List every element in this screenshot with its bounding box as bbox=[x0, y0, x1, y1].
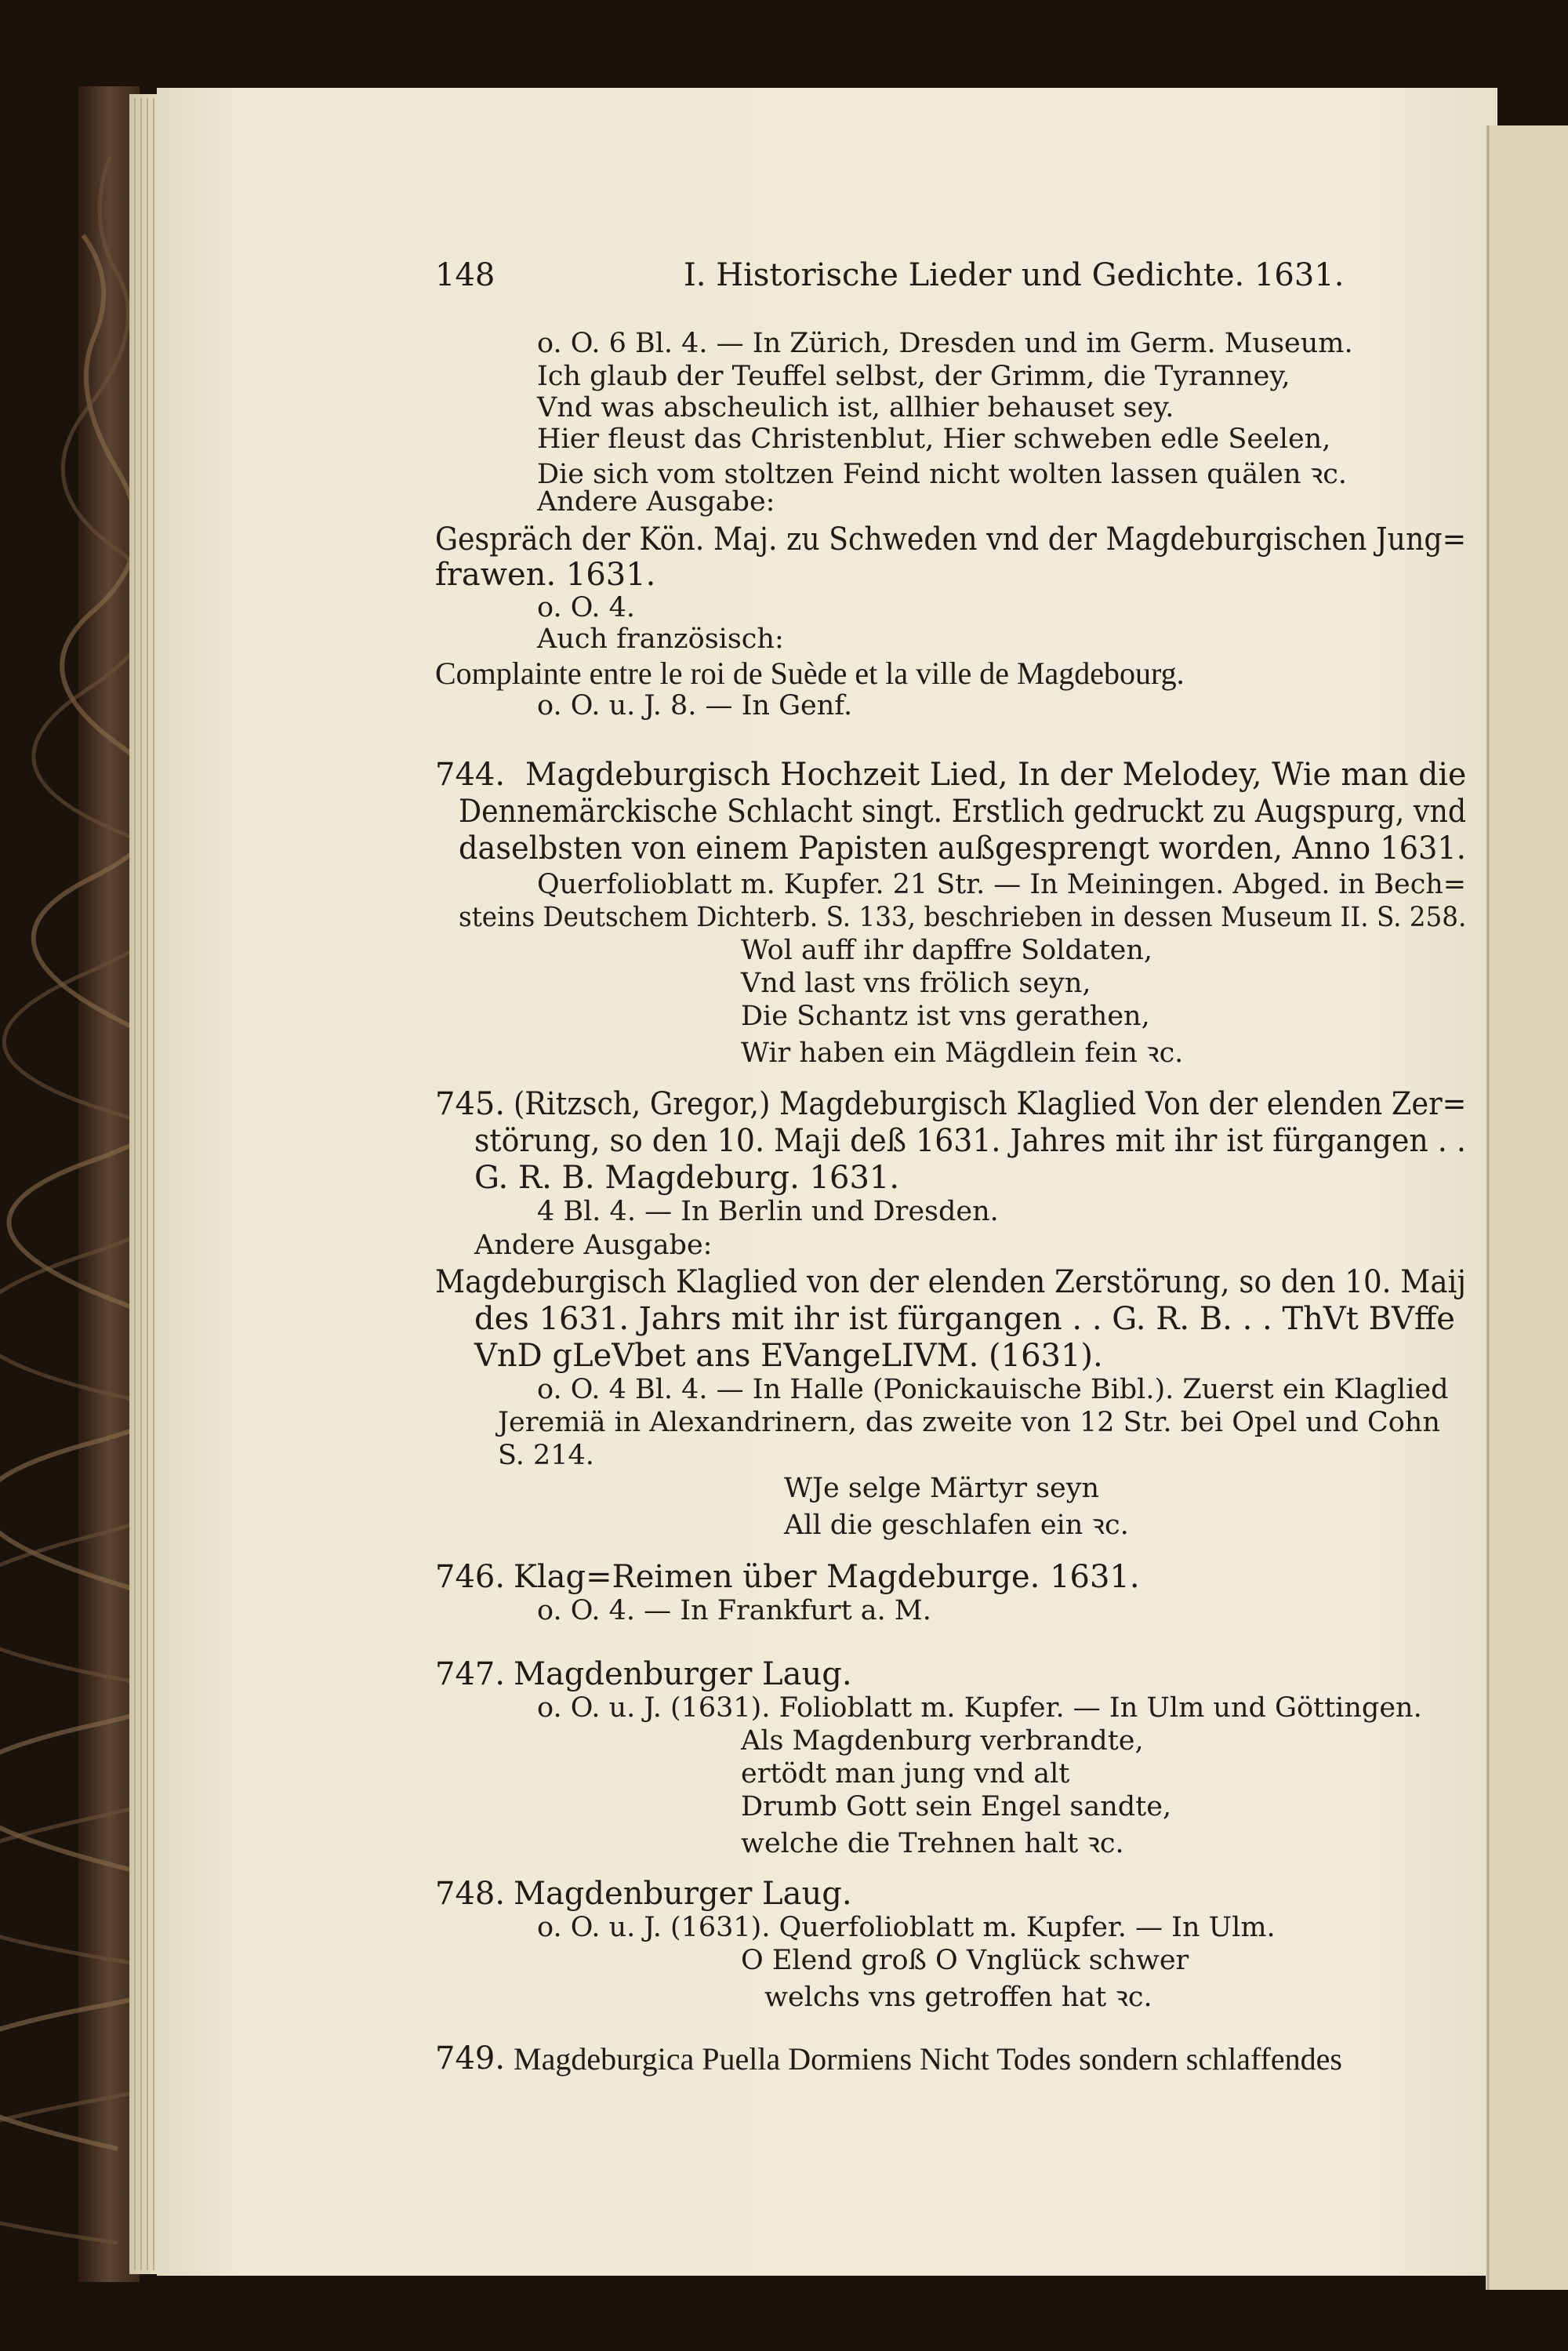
verse-line: ertödt man jung vnd alt bbox=[741, 1758, 1070, 1790]
alt-edition-title: Magdeburgisch Klaglied von der elenden Zerstörung, so den 10. Maij bbox=[435, 1264, 1466, 1300]
entry-title: störung, so den 10. Maji deß 1631. Jahres mit ihr ist fürgangen . . bbox=[474, 1123, 1466, 1159]
entry-number: 747. bbox=[435, 1656, 506, 1692]
alt-edition-title: Gespräch der Kön. Maj. zu Schweden vnd der Magdeburgischen Jung= bbox=[435, 521, 1467, 558]
verse-line: Die Schantz ist vns gerathen, bbox=[741, 1001, 1150, 1032]
source-line: o. O. 6 Bl. 4. — In Zürich, Dresden und im Germ. Museum. bbox=[537, 328, 1353, 359]
facing-page-edge bbox=[1486, 125, 1568, 2290]
entry-title: Magdeburgica Puella Dormiens Nicht Todes sondern schlaffendes bbox=[514, 2041, 1342, 2077]
verse-line: WJe selge Märtyr seyn bbox=[784, 1473, 1100, 1504]
verse-line: Wol auff ihr dapffre Soldaten, bbox=[741, 935, 1153, 966]
entry-title: Magdenburger Laug. bbox=[514, 1876, 852, 1912]
verse-line: Als Magdenburg verbrandte, bbox=[741, 1725, 1144, 1757]
french-title: Complainte entre le roi de Suède et la ville de Magdebourg. bbox=[435, 656, 1185, 691]
alt-edition-title: des 1631. Jahrs mit ihr ist fürgangen . . G. R. B. . . ThVt BVffe bbox=[474, 1301, 1455, 1337]
running-title: I. Historische Lieder und Gedichte. 1631. bbox=[684, 257, 1345, 293]
source-line: o. O. 4 Bl. 4. — In Halle (Ponickauische Bibl.). Zuerst ein Klaglied bbox=[537, 1374, 1449, 1405]
verse-line: Wir haben ein Mägdlein fein ꝛc. bbox=[741, 1037, 1184, 1069]
entry-title: G. R. B. Magdeburg. 1631. bbox=[474, 1160, 900, 1196]
source-line: Jeremiä in Alexandrinern, das zweite von 12 Str. bei Opel und Cohn bbox=[498, 1407, 1440, 1438]
french-label: Auch französisch: bbox=[537, 623, 784, 655]
verse-line: Die sich vom stoltzen Feind nicht wolten lassen quälen ꝛc. bbox=[537, 459, 1348, 490]
alt-edition-title: VnD gLeVbet ans EVangeLIVM. (1631). bbox=[474, 1338, 1103, 1374]
entry-title: Magdenburger Laug. bbox=[514, 1656, 852, 1692]
source-line: 4 Bl. 4. — In Berlin und Dresden. bbox=[537, 1196, 999, 1227]
verse-line: All die geschlafen ein ꝛc. bbox=[784, 1510, 1129, 1541]
source-line: o. O. 4. — In Frankfurt a. M. bbox=[537, 1595, 931, 1626]
verse-line: welche die Trehnen halt ꝛc. bbox=[741, 1828, 1124, 1859]
source-line: o. O. u. J. (1631). Querfolioblatt m. Kupfer. — In Ulm. bbox=[537, 1912, 1276, 1943]
alt-edition-label: Andere Ausgabe: bbox=[474, 1230, 713, 1261]
entry-title: daselbsten von einem Papisten außgesprengt worden, Anno 1631. bbox=[459, 830, 1466, 867]
alt-edition-title: frawen. 1631. bbox=[435, 557, 656, 593]
verse-line: Drumb Gott sein Engel sandte, bbox=[741, 1791, 1172, 1822]
source-line: o. O. u. J. (1631). Folioblatt m. Kupfer. — In Ulm und Göttingen. bbox=[537, 1692, 1422, 1724]
page-block-edges bbox=[129, 94, 161, 2274]
alt-edition-label: Andere Ausgabe: bbox=[537, 486, 775, 518]
verse-line: welchs vns getroffen hat ꝛc. bbox=[764, 1982, 1152, 2013]
verse-line: O Elend groß O Vnglück schwer bbox=[741, 1945, 1189, 1976]
entry-number: 749. bbox=[435, 2040, 506, 2077]
verse-line: Vnd was abscheulich ist, allhier behauset sey. bbox=[537, 392, 1174, 423]
source-line: Querfolioblatt m. Kupfer. 21 Str. — In Meiningen. Abged. in Bech= bbox=[537, 869, 1467, 900]
verse-line: Ich glaub der Teuffel selbst, der Grimm, die Tyranney, bbox=[537, 361, 1290, 392]
verse-line: Hier fleust das Christenblut, Hier schweben edle Seelen, bbox=[537, 423, 1331, 455]
source-line: S. 214. bbox=[498, 1440, 594, 1471]
entry-number: 745. bbox=[435, 1086, 506, 1122]
page-number: 148 bbox=[435, 257, 495, 293]
source-line: steins Deutschem Dichterb. S. 133, beschrieben in dessen Museum II. S. 258. bbox=[459, 902, 1467, 933]
entry-title: (Ritzsch, Gregor,) Magdeburgisch Klaglied Von der elenden Zer= bbox=[514, 1086, 1467, 1122]
entry-title: Magdeburgisch Hochzeit Lied, In der Melodey, Wie man die bbox=[525, 757, 1467, 793]
french-source: o. O. u. J. 8. — In Genf. bbox=[537, 690, 853, 721]
entry-title: Dennemärckische Schlacht singt. Erstlich gedruckt zu Augspurg, vnd bbox=[459, 794, 1467, 830]
entry-number: 744. bbox=[435, 757, 506, 793]
entry-number: 746. bbox=[435, 1559, 506, 1595]
entry-number: 748. bbox=[435, 1876, 506, 1912]
entry-title: Klag=Reimen über Magdeburge. 1631. bbox=[514, 1559, 1140, 1595]
alt-edition-source: o. O. 4. bbox=[537, 592, 635, 623]
verse-line: Vnd last vns frölich seyn, bbox=[741, 968, 1091, 999]
